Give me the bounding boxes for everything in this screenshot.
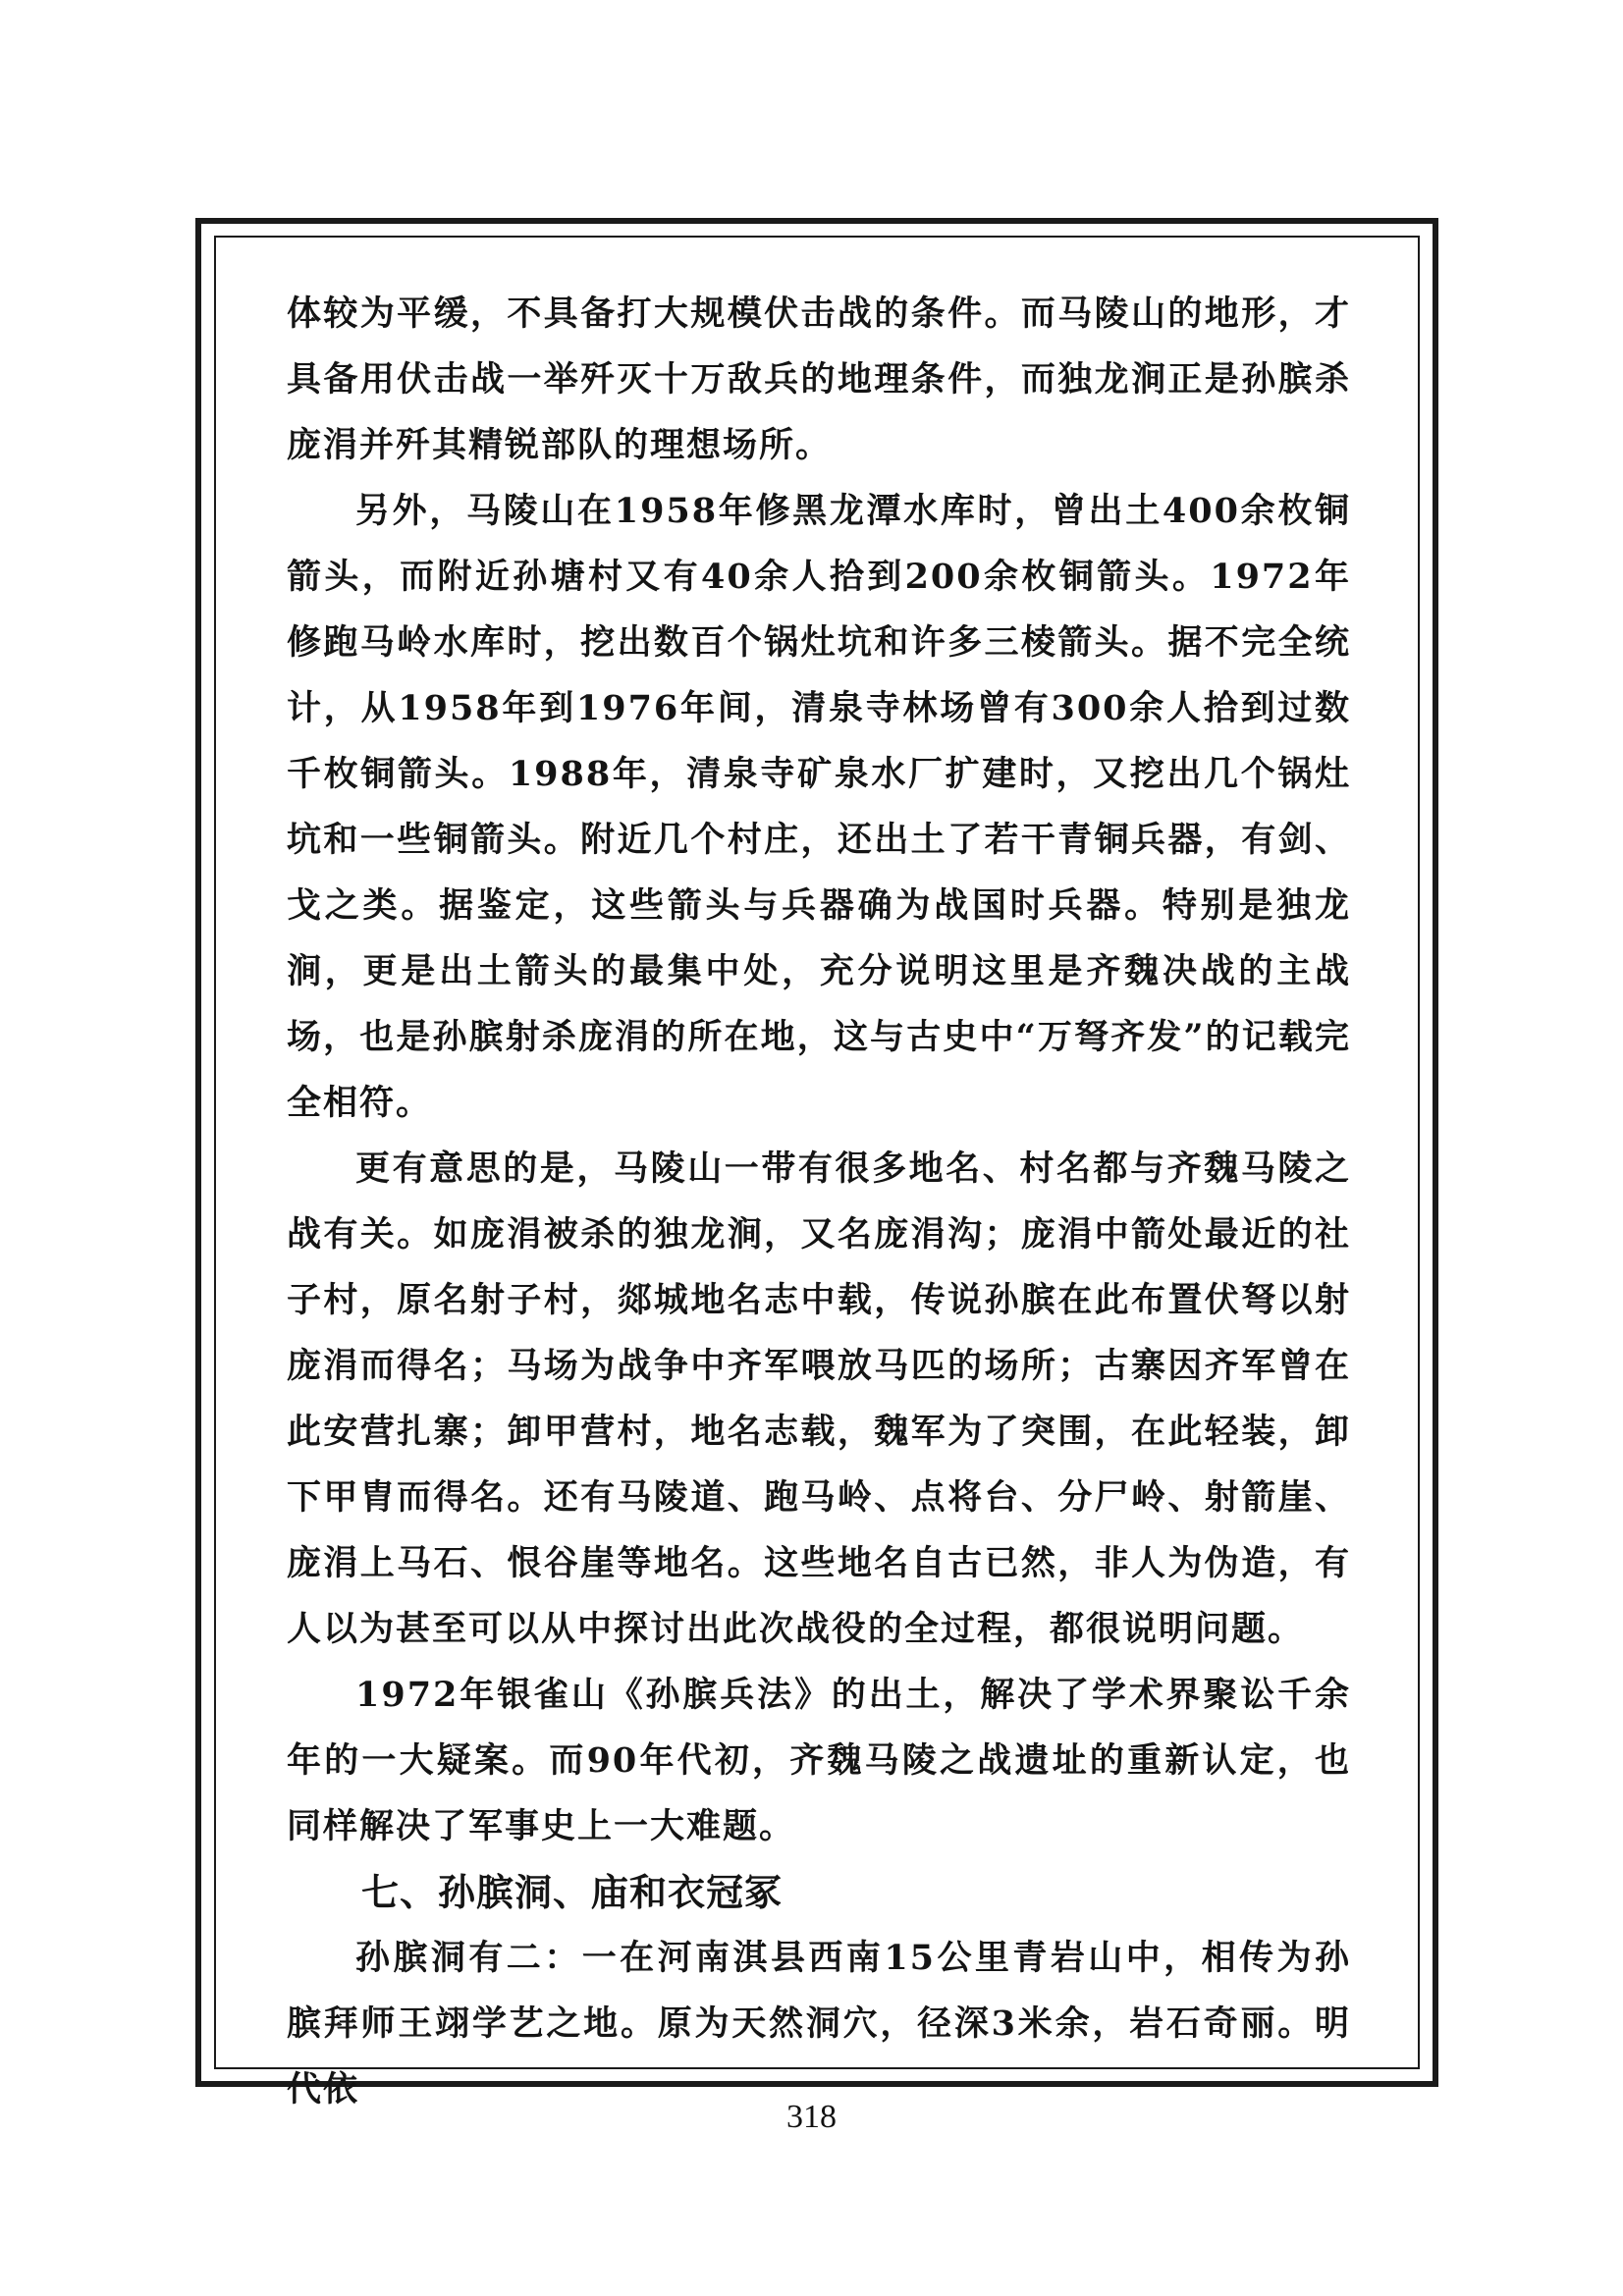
paragraph-place-names: 更有意思的是，马陵山一带有很多地名、村名都与齐魏马陵之战有关。如庞涓被杀的独龙涧，又名庞涓沟；庞涓中箭处最近的社子村，原名射子村，郯城地名志中载，传说孙膑在此布置伏弩以射庞涓而得名；马场为战争中齐军喂放马匹的场所；古寨因齐军曾在此安营扎寨；卸甲营村，地名志载，魏军为了突围，在此轻装，卸下甲胄而得名。还有马陵道、跑马岭、点将台、分尸岭、射箭崖、庞涓上马石、恨谷崖等地名。这些地名自古已然，非人为伪造，有人以为甚至可以从中探讨出此次战役的全过程，都很说明问题。	[287, 1148, 1351, 1649]
paragraph-archaeological-finds: 另外，马陵山在1958年修黑龙潭水库时，曾出土400余枚铜箭头，而附近孙塘村又有40余人拾到200余枚铜箭头。1972年修跑马岭水库时，挖出数百个锅灶坑和许多三棱箭头。据不完全统计，从1958年到1976年间，清泉寺林场曾有300余人拾到过数千枚铜箭头。1988年，清泉寺矿泉水厂扩建时，又挖出几个锅灶坑和一些铜箭头。附近几个村庄，还出土了若干青铜兵器，有剑、戈之类。据鉴定，这些箭头与兵器确为战国时兵器。特别是独龙涧，更是出土箭头的最集中处，充分说明这里是齐魏决战的主战场，也是孙膑射杀庞涓的所在地，这与古史中“万弩齐发”的记载完全相符。	[287, 491, 1351, 1123]
paragraph-conclusion: 1972年银雀山《孙膑兵法》的出土，解决了学术界聚讼千余年的一大疑案。而90年代初，齐魏马陵之战遗址的重新认定，也同样解决了军事史上一大难题。	[287, 1675, 1351, 1846]
paragraph-terrain: 体较为平缓，不具备打大规模伏击战的条件。而马陵山的地形，才具备用伏击战一举歼灭十万敌兵的地理条件，而独龙涧正是孙膑杀庞涓并歼其精锐部队的理想场所。	[287, 294, 1351, 465]
paragraph-sun-bin-cave: 孙膑洞有二：一在河南淇县西南15公里青岩山中，相传为孙膑拜师王翊学艺之地。原为天然洞穴，径深3米余，岩石奇丽。明代依	[287, 1938, 1351, 2109]
body-text	[287, 281, 1351, 2122]
page-number: 318	[786, 2099, 837, 2135]
section-heading: 七、孙膑洞、庙和衣冠冢	[361, 1870, 784, 1914]
